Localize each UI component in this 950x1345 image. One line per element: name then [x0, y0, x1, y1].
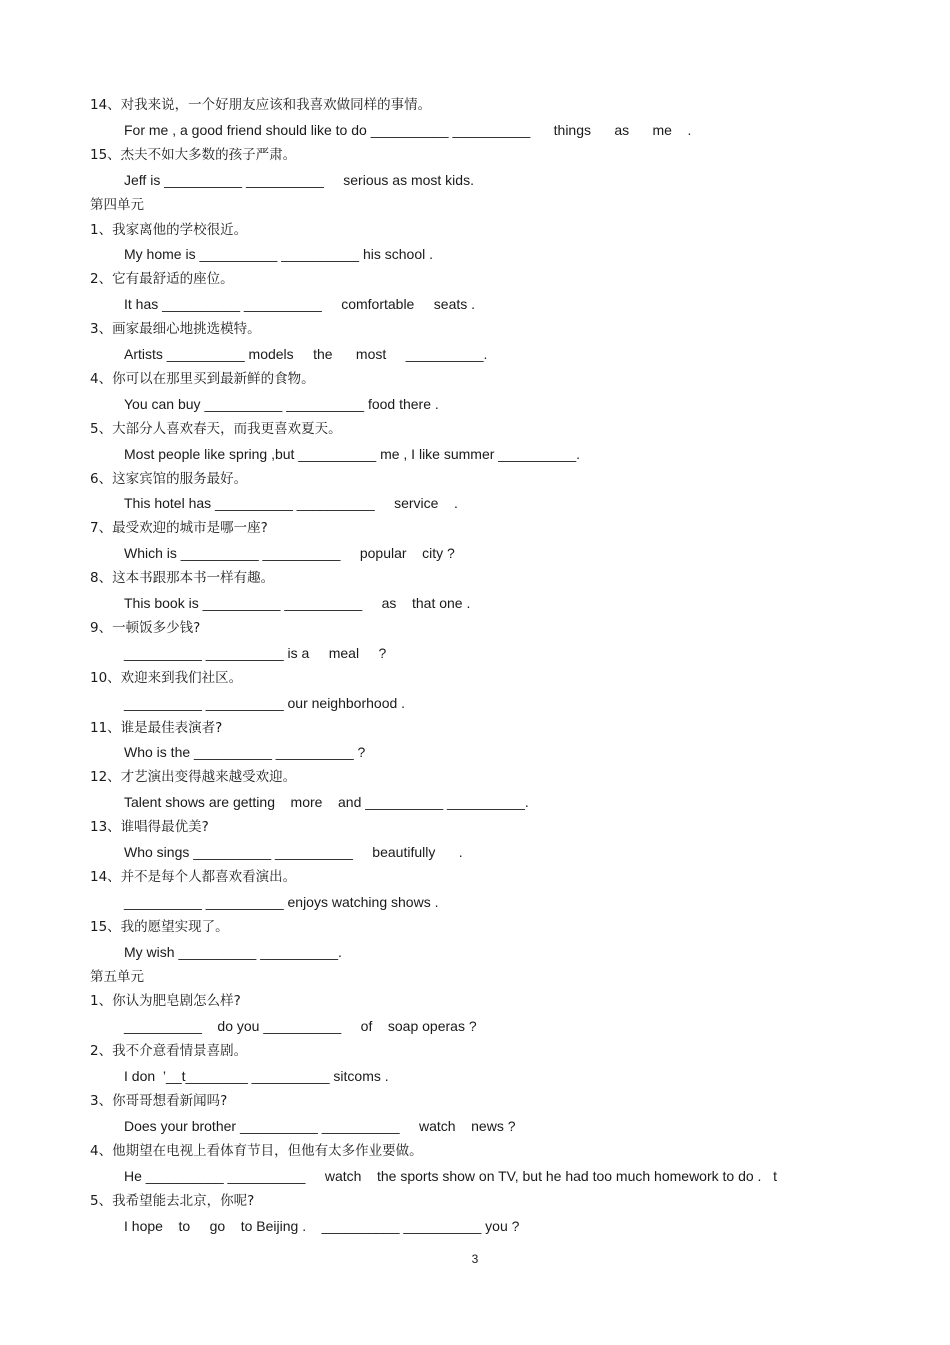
- answer-line: Does your brother __________ __________ watch news ?: [124, 1117, 516, 1134]
- question-prompt: 14、并不是每个人都喜欢看演出。: [90, 868, 297, 885]
- question-prompt: 7、最受欢迎的城市是哪一座?: [90, 520, 268, 537]
- answer-line: __________ __________ is a meal ?: [124, 644, 387, 661]
- question-prompt: 4、你可以在那里买到最新鲜的食物。: [90, 370, 315, 387]
- answer-line: __________ do you __________ of soap operas ?: [124, 1018, 477, 1035]
- answer-line: Artists __________ models the most __________.: [124, 346, 488, 362]
- answer-line: Which is __________ __________ popular city ?: [124, 545, 455, 562]
- unit-heading: 第四单元: [90, 196, 144, 213]
- answer-line: You can buy __________ __________ food there .: [124, 395, 439, 412]
- answer-line: My wish __________ __________.: [124, 943, 342, 960]
- question-prompt: 9、一顿饭多少钱?: [90, 619, 201, 636]
- question-prompt: 15、杰夫不如大多数的孩子严肃。: [90, 146, 297, 163]
- answer-line: I hope to go to Beijing . __________ __________ you ?: [124, 1217, 520, 1234]
- answer-line: This hotel has __________ __________ service .: [124, 495, 458, 512]
- question-prompt: 10、欢迎来到我们社区。: [90, 669, 243, 686]
- unit-heading: 第五单元: [90, 968, 144, 985]
- question-prompt: 8、这本书跟那本书一样有趣。: [90, 570, 275, 587]
- question-prompt: 2、我不介意看情景喜剧。: [90, 1043, 248, 1060]
- question-prompt: 4、他期望在电视上看体育节目，但他有太多作业要做。: [90, 1142, 423, 1159]
- answer-line: This book is __________ __________ as that one .: [124, 595, 471, 611]
- question-prompt: 12、才艺演出变得越来越受欢迎。: [90, 769, 297, 786]
- answer-line: It has __________ __________ comfortable seats .: [124, 296, 476, 313]
- answer-line: He __________ __________ watch the sports show on TV, but he had too much homework to do . t: [124, 1167, 777, 1184]
- question-prompt: 1、我家离他的学校很近。: [90, 221, 248, 238]
- answer-line: __________ __________ enjoys watching shows .: [124, 893, 439, 910]
- page-number: 3: [471, 1252, 479, 1266]
- answer-line: __________ __________ our neighborhood .: [124, 694, 406, 711]
- answer-line: For me , a good friend should like to do __________ __________ things as me .: [124, 121, 692, 138]
- question-prompt: 1、你认为肥皂剧怎么样?: [90, 993, 241, 1010]
- question-prompt: 14、对我来说，一个好朋友应该和我喜欢做同样的事情。: [90, 97, 432, 113]
- answer-line: Most people like spring ,but __________ me , I like summer __________.: [124, 445, 581, 462]
- question-prompt: 5、我希望能去北京，你呢?: [90, 1192, 255, 1209]
- question-prompt: 3、画家最细心地挑选模特。: [90, 321, 261, 338]
- question-prompt: 13、谁唱得最优美?: [90, 819, 209, 836]
- question-prompt: 5、大部分人喜欢春天，而我更喜欢夏天。: [90, 420, 342, 437]
- answer-line: Talent shows are getting more and __________ __________.: [124, 794, 529, 811]
- answer-line: I don ’__t________ __________ sitcoms .: [124, 1068, 389, 1085]
- question-prompt: 3、你哥哥想看新闻吗?: [90, 1093, 228, 1109]
- answer-line: Jeff is __________ __________ serious as most kids.: [124, 171, 474, 188]
- question-prompt: 15、我的愿望实现了。: [90, 918, 229, 935]
- question-prompt: 6、这家宾馆的服务最好。: [90, 470, 248, 487]
- question-prompt: 2、它有最舒适的座位。: [90, 271, 234, 288]
- question-prompt: 11、谁是最佳表演者?: [90, 719, 223, 736]
- answer-line: Who sings __________ __________ beautifully .: [124, 844, 463, 860]
- answer-line: Who is the __________ __________ ?: [124, 744, 366, 761]
- answer-line: My home is __________ __________ his school .: [124, 246, 433, 263]
